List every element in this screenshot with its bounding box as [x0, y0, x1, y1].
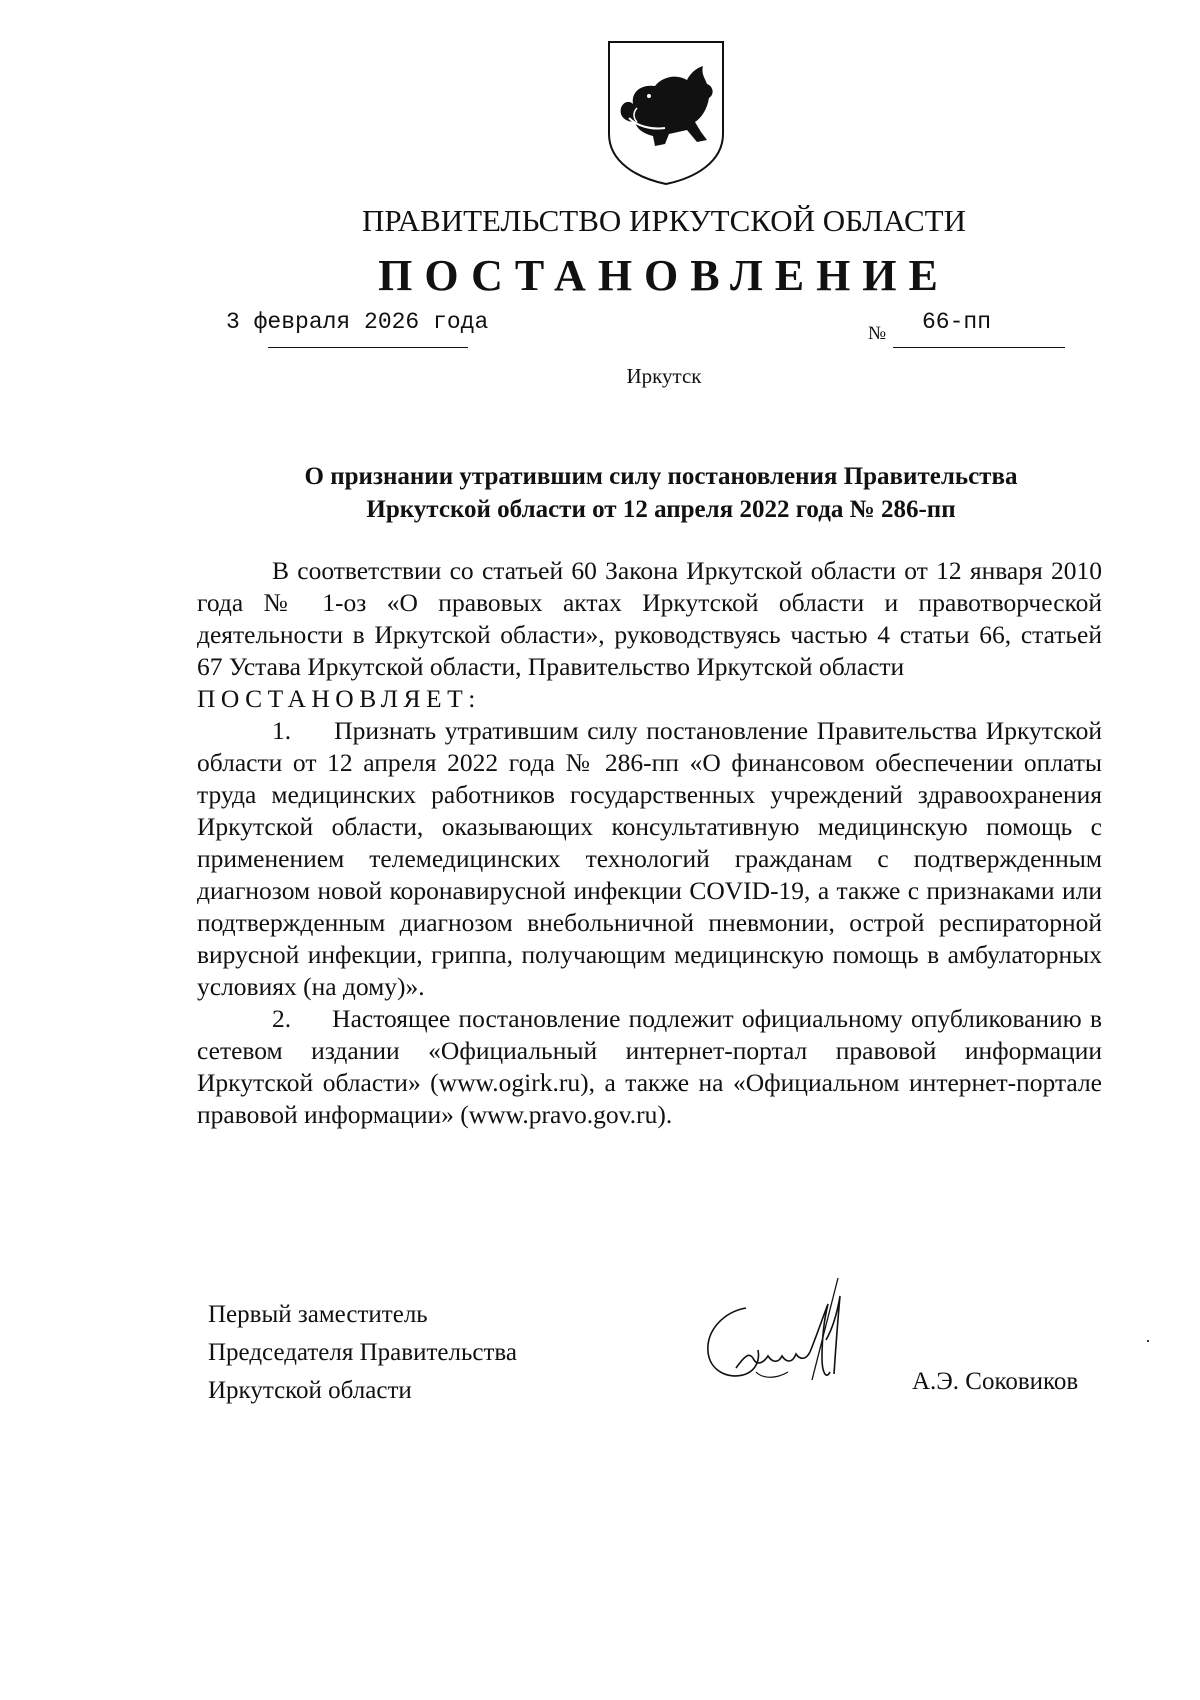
position-line-2: Председателя Правительства [208, 1339, 517, 1366]
document-body [197, 555, 1102, 1131]
resolve-heading: ПОСТАНОВЛЯЕТ: [197, 684, 481, 713]
number-underline [893, 347, 1065, 348]
document-city: Иркутск [626, 364, 702, 388]
position-line-1: Первый заместитель [208, 1301, 428, 1328]
signer-name: А.Э. Соковиков [912, 1368, 1079, 1395]
item-number: 2. [272, 1004, 292, 1033]
document-type: ПОСТАНОВЛЕНИЕ [378, 251, 950, 300]
title-line-1: О признании утратившим силу постановления Правительства [304, 463, 1018, 490]
document-title [220, 460, 1102, 526]
document-number: 66-пп [922, 309, 992, 335]
signature-icon [688, 1268, 908, 1408]
signer-position [208, 1296, 517, 1410]
document-date: 3 февраля 2026 года [226, 309, 489, 335]
government-name: ПРАВИТЕЛЬСТВО ИРКУТСКОЙ ОБЛАСТИ [361, 203, 966, 238]
date-underline [268, 347, 468, 348]
number-sign: № [868, 323, 887, 344]
coat-of-arms-icon [603, 38, 729, 186]
resolution-item-2 [197, 1003, 1102, 1131]
item-text: Признать утратившим силу постановление Правительства Иркутской области от 12 апреля 2022 года № 286-пп «О финансовом обеспечении оплаты труда медицинских работников государственных учреждений здравоохранения Иркутской области, оказывающих консультативную медицинскую помощь с применением телемедицинских технологий гражданам с подтвержденным диагнозом новой коронавирусной инфекции COVID-19, а также с признаками или подтвержденным диагнозом внебольничной пневмонии, острой респираторной вирусной инфекции, гриппа, получающим медицинскую помощь в амбулаторных условиях (на дому)». [197, 716, 1102, 1001]
position-line-3: Иркутской области [208, 1377, 412, 1404]
preamble-paragraph: В соответствии со статьей 60 Закона Иркутской области от 12 января 2010 года № 1-оз «О правовых актах Иркутской области и правотворческой деятельности в Иркутской области», руководствуясь частью 4 статьи 66, статьей 67 Устава Иркутской области, Правительство Иркутской области [197, 556, 1102, 681]
title-line-2: Иркутской области от 12 апреля 2022 года № 286-пп [366, 496, 956, 523]
resolution-item-1 [197, 715, 1102, 1003]
item-text: Настоящее постановление подлежит официальному опубликованию в сетевом издании «Официальный интернет-портал правовой информации Иркутской области» (www.ogirk.ru), а также на «Официальном интернет-портале правовой информации» (www.pravo.gov.ru). [197, 1004, 1102, 1129]
item-number: 1. [272, 716, 292, 745]
scan-speck [1147, 1340, 1149, 1342]
